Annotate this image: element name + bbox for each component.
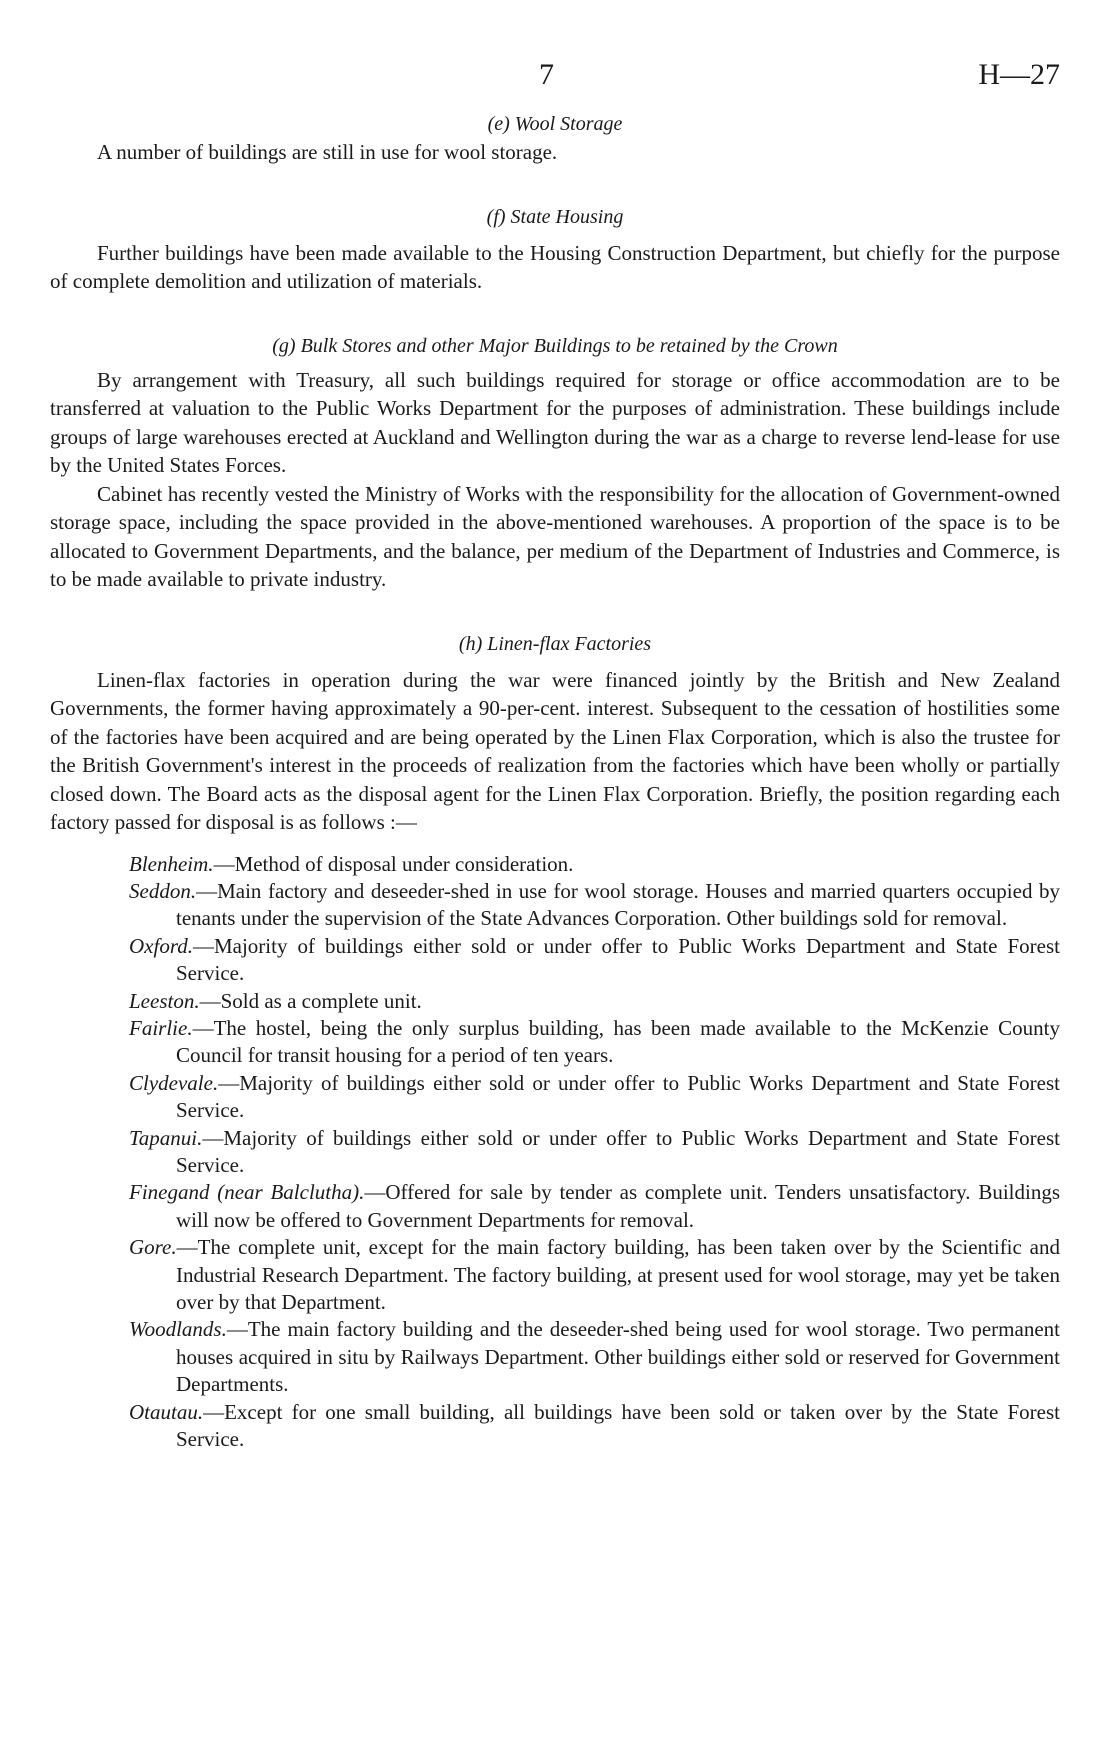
factory-entry [129,1015,1060,1070]
factory-entry [129,933,1060,988]
factory-status: —Offered for sale by tender as complete unit. Tenders unsatisfactory. Buildings will now be offered to Government Departments for removal. [176,1180,1060,1232]
factory-status: —The hostel, being the only surplus building, has been made available to the McKenzie County Council for transit housing for a period of ten years. [176,1015,1060,1068]
section-g-letter: (g) [272,334,296,357]
factory-name: Woodlands. [129,1317,227,1342]
factory-status: —Main factory and deseeder-shed in use for wool storage. Houses and married quarters occupied by tenants under the supervision of the State Advances Corporation. Other buildings sold for removal. [176,878,1060,931]
document-page [50,58,1060,1453]
factory-entry [129,1234,1060,1316]
factory-list [129,851,1060,1454]
factory-name: Fairlie. [129,1015,193,1040]
section-h-title: Linen-flax Factories [487,632,652,655]
factory-name: Finegand (near Balclutha). [129,1180,365,1205]
factory-name: Seddon. [129,878,197,903]
factory-name: Blenheim. [129,851,214,876]
section-h-heading [50,630,1060,658]
document-reference: H—27 [978,58,1060,91]
factory-entry [129,988,1060,1015]
factory-name: Oxford. [129,933,193,958]
factory-entry [129,1399,1060,1454]
section-f-letter: (f) [486,205,506,228]
factory-name: Gore. [129,1235,177,1260]
factory-status: —The main factory building and the deseeder-shed being used for wool storage. Two permanent houses acquired in situ by Railways Department. Other buildings either sold or reserved for Government Departments. [176,1317,1060,1397]
page-header [50,58,1060,110]
section-e-letter: (e) [487,113,510,135]
section-g-paragraph-2: Cabinet has recently vested the Ministry of Works with the responsibility for the allocation of Government-owned storage space, including the space provided in the above-mentioned warehouses. A proportion of the space is to be allocated to Government Departments, and the balance, per medium of the Department of Industries and Commerce, is to be made available to private industry. [50,481,1060,591]
factory-status: —Majority of buildings either sold or under offer to Public Works Department and State Forest Service. [176,933,1060,986]
section-f-paragraph: Further buildings have been made available to the Housing Construction Department, but chiefly for the purpose of complete demolition and utilization of materials. [50,240,1060,293]
section-h-paragraph: Linen-flax factories in operation during the war were financed jointly by the British and New Zealand Governments, the former having approximately a 90-per-cent. interest. Subsequent to the cessation of hostilities some of the factories have been acquired and are being operated by the Linen Flax Corporation, which is also the trustee for the British Government's interest in the proceeds of realization from the factories which have been wholly or partially closed down. The Board acts as the disposal agent for the Linen Flax Corporation. Briefly, the position regarding each factory passed for disposal is as follows :— [50,667,1060,834]
factory-status: —The complete unit, except for the main factory building, has been taken over by the Scientific and Industrial Research Department. The factory building, at present used for wool storage, may yet be taken over by that Department. [176,1235,1060,1314]
factory-entry [129,1125,1060,1180]
section-e-paragraph: A number of buildings are still in use for wool storage. [97,140,558,164]
factory-name: Clydevale. [129,1070,219,1095]
factory-name: Leeston. [129,988,200,1013]
factory-entry [129,878,1060,933]
page-number: 7 [539,58,554,91]
factory-status: —Sold as a complete unit. [199,988,422,1013]
factory-status: —Majority of buildings either sold or under offer to Public Works Department and State Forest Service. [176,1125,1060,1177]
factory-status: —Majority of buildings either sold or under offer to Public Works Department and State Forest Service. [176,1070,1060,1123]
factory-name: Otautau. [129,1399,204,1424]
factory-name: Tapanui. [129,1125,203,1150]
factory-entry [129,1179,1060,1234]
section-e-heading [50,110,1060,138]
section-f-title: State Housing [510,205,624,228]
section-h-letter: (h) [458,632,483,655]
section-f-heading [50,203,1060,231]
factory-entry [129,1070,1060,1125]
factory-entry [129,851,1060,878]
factory-status: —Except for one small building, all buildings have been sold or taken over by the State Forest Service. [176,1399,1060,1452]
factory-entry [129,1316,1060,1398]
section-g-heading [50,332,1060,360]
section-e-title: Wool Storage [514,113,623,135]
section-g-title: Bulk Stores and other Major Buildings to be retained by the Crown [300,334,838,357]
section-g-paragraph-1: By arrangement with Treasury, all such buildings required for storage or office accommodation are to be transferred at valuation to the Public Works Department for the purposes of administration. These buildings include groups of large warehouses erected at Auckland and Wellington during the war as a charge to reverse lend-lease for use by the United States Forces. [50,367,1060,477]
factory-status: —Method of disposal under consideration. [213,851,574,876]
